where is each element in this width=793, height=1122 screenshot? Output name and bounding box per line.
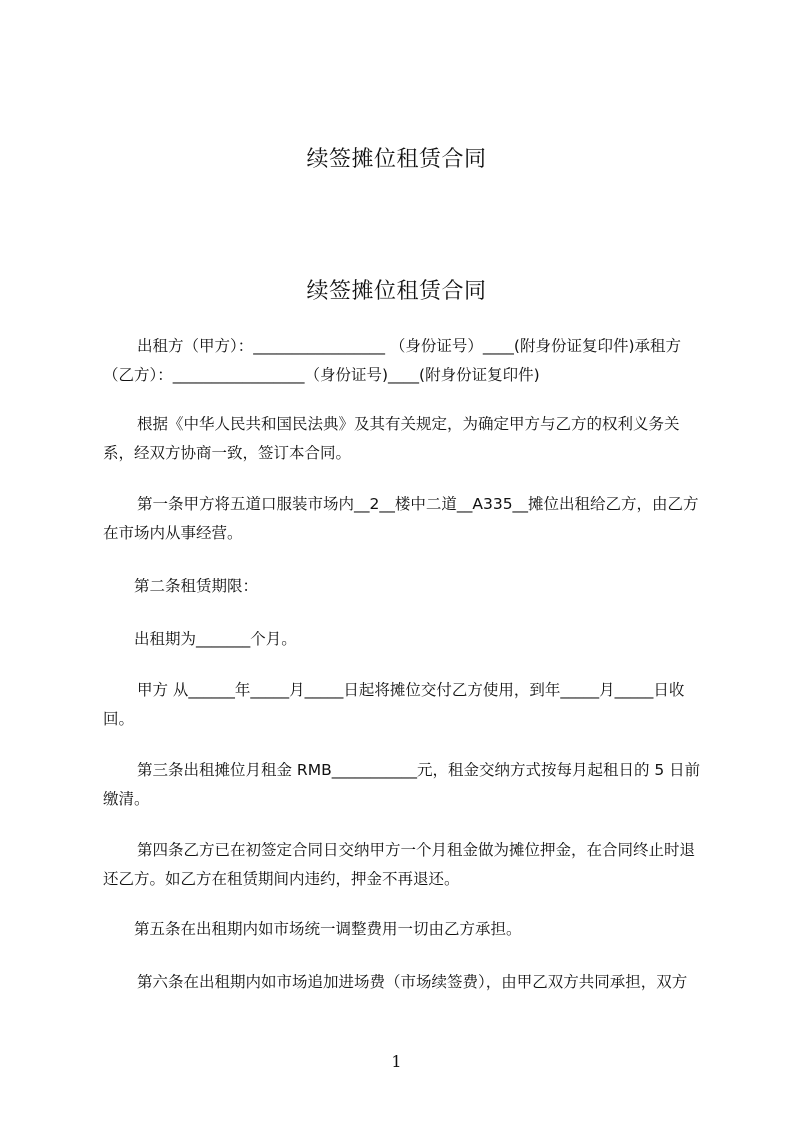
lease-months-paragraph: 出租期为_______个月。 — [134, 630, 297, 648]
parties-paragraph: 出租方（甲方）：_________________ （身份证号）____(附身份证复印件)承租方（乙方）：_________________（身份证号)____(附身份证复印件) — [103, 337, 682, 384]
article-1-paragraph: 第一条甲方将五道口服装市场内__2__楼中二道__A335__摊位出租给乙方，由乙方在市场内从事经营。 — [103, 495, 699, 542]
document-header-title: 续签摊位租赁合同 — [306, 147, 487, 172]
article-3-paragraph: 第三条出租摊位月租金 RMB___________元，租金交纳方式按每月起租日的 5 日前缴清。 — [103, 761, 701, 808]
article-2-heading: 第二条租赁期限： — [134, 577, 259, 595]
basis-paragraph: 根据《中华人民共和国民法典》及其有关规定，为确定甲方与乙方的权利义务关系，经双方协商一致，签订本合同。 — [103, 415, 680, 462]
article-5-paragraph: 第五条在出租期内如市场统一调整费用一切由乙方承担。 — [134, 920, 522, 938]
article-6-paragraph: 第六条在出租期内如市场追加进场费（市场续签费），由甲乙双方共同承担，双方 — [137, 973, 688, 991]
article-4-paragraph: 第四条乙方已在初签定合同日交纳甲方一个月租金做为摊位押金，在合同终止时退还乙方。如乙方在租赁期间内违约，押金不再退还。 — [103, 841, 696, 888]
contract-title: 续签摊位租赁合同 — [306, 279, 487, 304]
page-number: 1 — [391, 1052, 402, 1071]
lease-dates-paragraph: 甲方 从______年_____月_____日起将摊位交付乙方使用，到年_____月_____日收回。 — [103, 681, 685, 728]
